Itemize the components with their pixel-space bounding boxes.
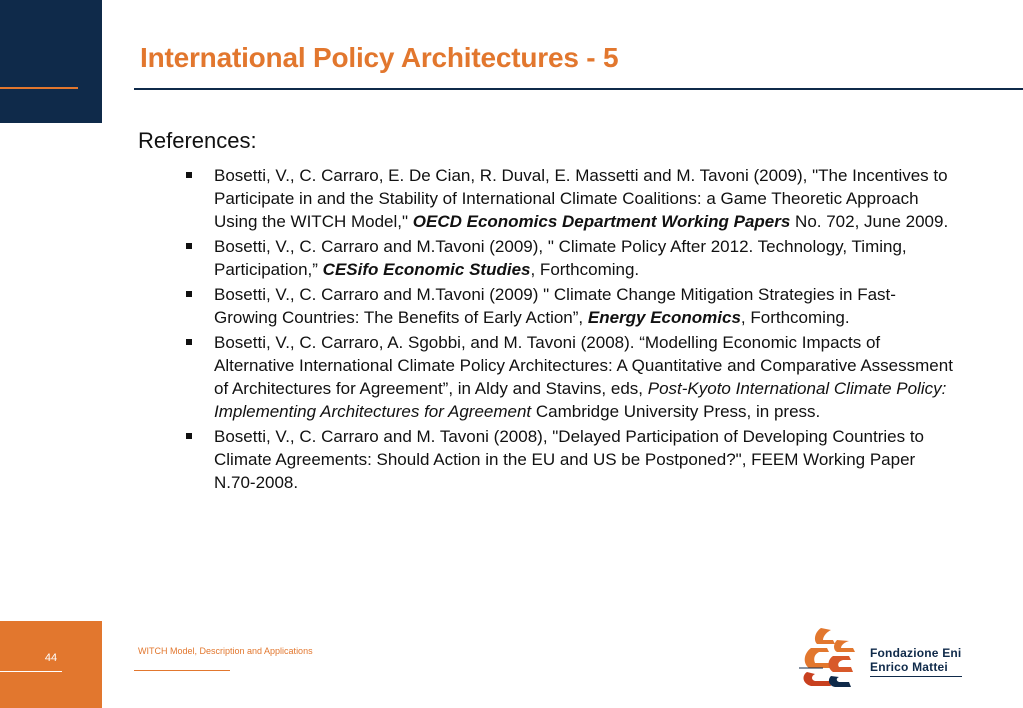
bottom-left-brand-block xyxy=(0,621,102,708)
reference-item-1 xyxy=(138,164,958,233)
reference-book-title: Post-Kyoto International Climate Policy: Implementing Architectures for Agreement xyxy=(214,379,947,421)
reference-item-5 xyxy=(138,425,958,494)
reference-journal: CESifo Economic Studies xyxy=(322,260,531,279)
square-bullet-icon xyxy=(186,243,192,249)
square-bullet-icon xyxy=(186,291,192,297)
reference-text: Bosetti, V., C. Carraro and M.Tavoni (2009) " Climate Change Mitigation Strategies in Fast-Growing Countries: The Benefits of Early Action”, xyxy=(214,285,896,327)
reference-journal: OECD Economics Department Working Papers xyxy=(412,212,791,231)
reference-text-end: , Forthcoming. xyxy=(740,308,850,327)
footer-caption: WITCH Model, Description and Applications xyxy=(138,646,313,656)
page-number-rule xyxy=(0,671,62,672)
square-bullet-icon xyxy=(186,172,192,178)
title-divider xyxy=(134,88,1023,90)
slide-title: International Policy Architectures - 5 xyxy=(140,42,619,73)
logo-wordmark xyxy=(870,646,961,674)
page-number: 44 xyxy=(44,652,58,664)
reference-text: Bosetti, V., C. Carraro, E. De Cian, R. Duval, E. Massetti and M. Tavoni (2009), "The Incentives to Participate in and the Stability of International Climate Coalitions: a Game Theoretic Approach Using the WITCH Model," xyxy=(214,166,948,231)
reference-text-end: Cambridge University Press, in press. xyxy=(531,402,821,421)
reference-text-end: No. 702, June 2009. xyxy=(790,212,949,231)
square-bullet-icon xyxy=(186,433,192,439)
references-heading: References: xyxy=(138,128,257,153)
top-left-brand-block xyxy=(0,0,102,123)
reference-text-end: , Forthcoming. xyxy=(530,260,640,279)
reference-item-4 xyxy=(138,331,958,423)
reference-item-2 xyxy=(138,235,958,281)
slide-content xyxy=(138,128,958,496)
logo-underline xyxy=(870,676,962,677)
square-bullet-icon xyxy=(186,339,192,345)
logo-line-2: Enrico Mattei xyxy=(870,660,948,674)
reference-text: Bosetti, V., C. Carraro and M.Tavoni (2009), " Climate Policy After 2012. Technology, Timing, Participation,” xyxy=(214,237,907,279)
reference-list xyxy=(138,164,958,494)
reference-text: Bosetti, V., C. Carraro, A. Sgobbi, and M. Tavoni (2008). “Modelling Economic Impacts of Alternative International Climate Policy Architectures: A Quantitative and Comparative Assessment of Architectures for Agreement”, in Aldy and Stavins, eds, xyxy=(214,333,953,398)
reference-item-3 xyxy=(138,283,958,329)
reference-journal: Energy Economics xyxy=(587,308,741,327)
logo-line-1: Fondazione Eni xyxy=(870,646,962,660)
brand-accent-line xyxy=(0,87,78,89)
footer-divider xyxy=(134,670,230,671)
reference-text: Bosetti, V., C. Carraro and M. Tavoni (2008), "Delayed Participation of Developing Countries to Climate Agreements: Should Action in the EU and US be Postponed?", FEEM Working Paper N.70-2008. xyxy=(214,427,925,492)
